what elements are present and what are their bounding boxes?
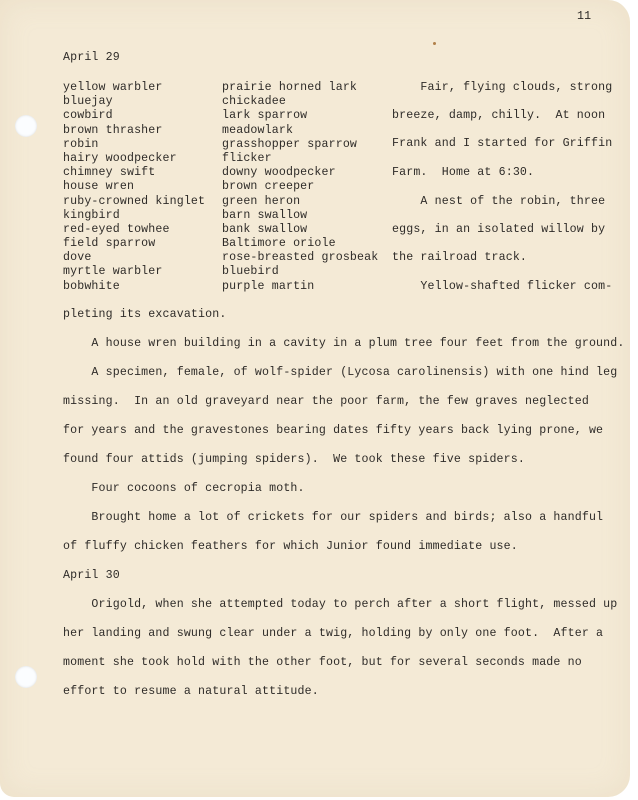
body-text-line: moment she took hold with the other foot, but for several seconds made no [63,656,582,669]
body-text-line: Origold, when she attempted today to perch after a short flight, messed up [63,598,618,611]
bird-list-item: downy woodpecker [222,166,336,180]
bird-list-item: house wren [63,180,135,194]
bird-list-item: red-eyed towhee [63,222,170,236]
body-text-line: Four cocoons of cecropia moth. [63,482,305,495]
bird-list-item: lark sparrow [222,109,308,123]
bird-list-item: myrtle warbler [63,265,163,279]
bird-list-item: robin [63,137,99,151]
bird-list-item: yellow warbler [63,81,163,94]
body-text-line: effort to resume a natural attitude. [63,685,319,698]
bird-list-column-1 [63,81,205,294]
bird-list-item: bluejay [63,95,113,109]
bird-list-item: flicker [222,151,272,165]
body-text-line: A specimen, female, of wolf-spider (Lycosa carolinensis) with one hind leg [63,366,618,379]
bird-list-item: chickadee [222,95,286,109]
side-note-line: A nest of the robin, three [392,195,606,208]
bird-list-item: grasshopper sparrow [222,137,358,151]
body-text-line: missing. In an old graveyard near the poor farm, the few graves neglected [63,395,589,408]
body-text-line: her landing and swung clear under a twig, holding by only one foot. After a [63,627,604,640]
side-note-line: Fair, flying clouds, strong [392,81,613,94]
side-note-line: the railroad track. [392,251,528,264]
body-text-line: for years and the gravestones bearing dates fifty years back lying prone, we [63,424,604,437]
bird-list-item: rose-breasted grosbeak [222,251,379,265]
bird-list-item: ruby-crowned kinglet [63,194,206,208]
bird-list-item: green heron [222,194,301,208]
bird-list-item: cowbird [63,109,113,123]
bird-list-column-2 [222,81,378,294]
bird-list-item: chimney swift [63,166,156,180]
body-text-line: found four attids (jumping spiders). We took these five spiders. [63,453,525,466]
bird-list-item: purple martin [222,279,315,293]
side-note-line: Yellow-shafted flicker com- [392,280,613,293]
body-text-line: Brought home a lot of crickets for our spiders and birds; also a handful [63,511,604,524]
bird-list-item: field sparrow [63,237,156,251]
punch-hole-bottom [15,666,37,688]
bird-list-item: barn swallow [222,208,308,222]
paper-speck [433,42,436,45]
side-note-line: eggs, in an isolated willow by [392,223,606,236]
bird-list-item: hairy woodpecker [63,151,177,165]
punch-hole-top [15,115,37,137]
date-heading-april-29: April 29 [63,51,120,64]
body-text-line: of fluffy chicken feathers for which Junior found immediate use. [63,540,518,553]
bird-list-item: bobwhite [63,279,120,293]
side-note-line: Farm. Home at 6:30. [392,166,535,179]
bird-list-item: prairie horned lark [222,81,358,94]
side-note-line: Frank and I started for Griffin [392,137,613,150]
date-heading-april-30: April 30 [63,569,120,582]
bird-list-item: kingbird [63,208,120,222]
bird-list-item: brown creeper [222,180,315,194]
side-note-line: breeze, damp, chilly. At noon [392,109,606,122]
body-text-line: pleting its excavation. [63,308,227,321]
page-number: 11 [577,10,592,23]
bird-list-item: brown thrasher [63,123,163,137]
bird-list-item: dove [63,251,92,265]
bird-list-item: meadowlark [222,123,294,137]
body-text-line: A house wren building in a cavity in a plum tree four feet from the ground. [63,337,625,350]
bird-list-item: bank swallow [222,222,308,236]
bird-list-item: Baltimore oriole [222,237,336,251]
bird-list-item: bluebird [222,265,279,279]
